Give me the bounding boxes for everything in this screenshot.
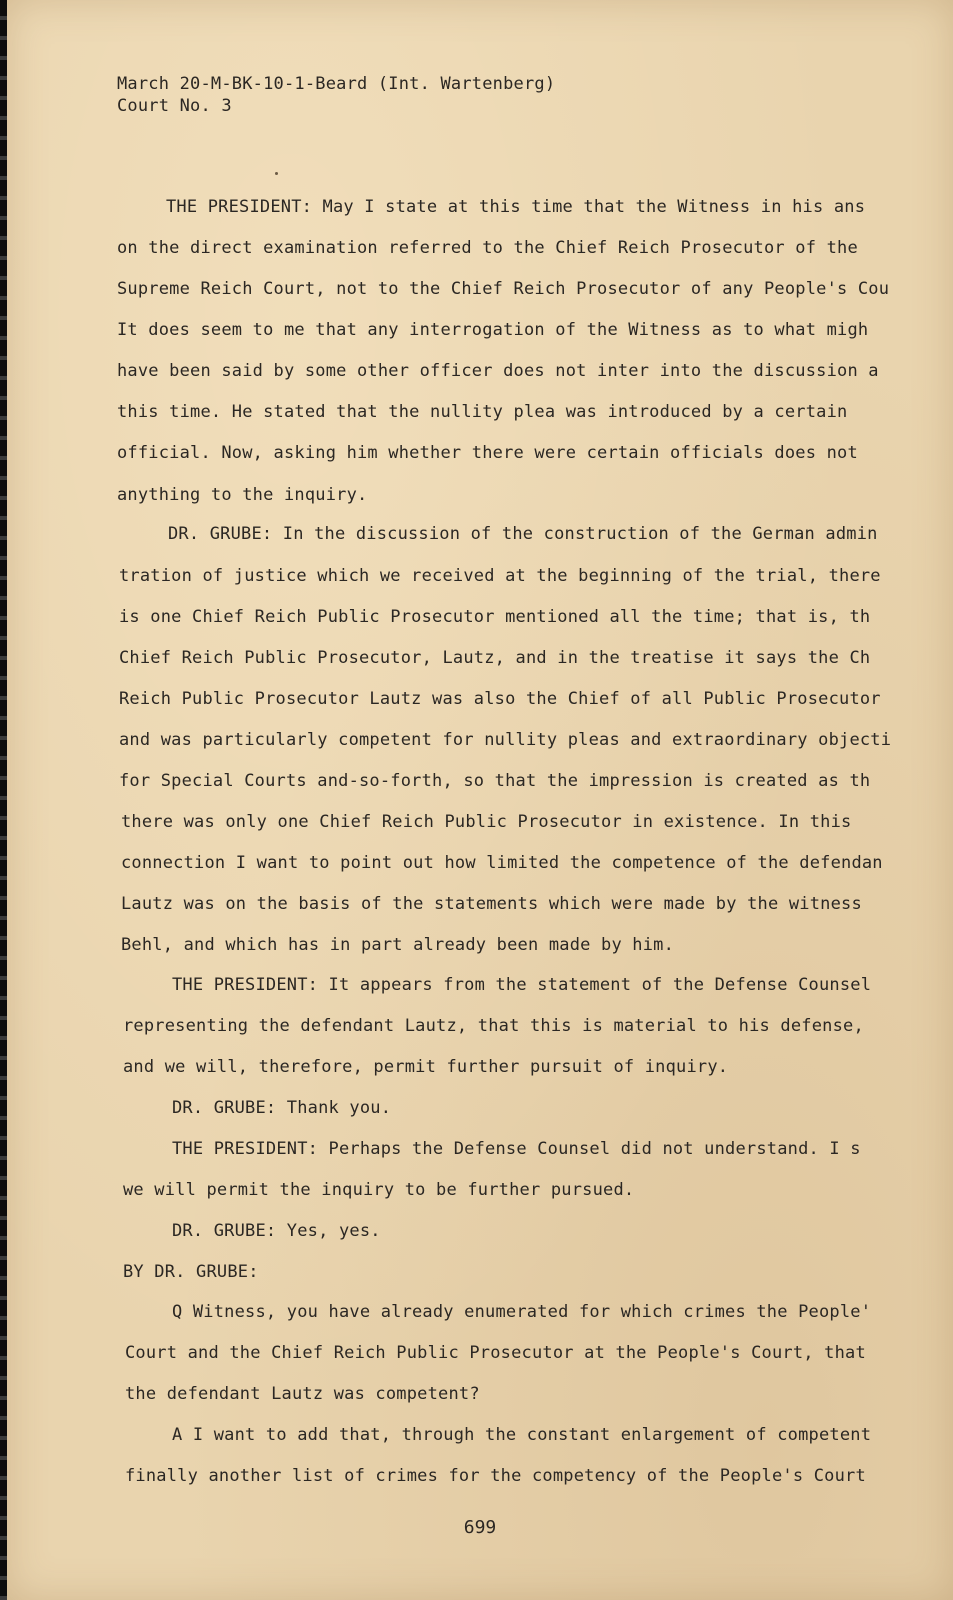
text-line-1: THE PRESIDENT: May I state at this time that the Witness in his ans (166, 197, 866, 217)
text-line-8: anything to the inquiry. (117, 485, 368, 505)
text-line-17: connection I want to point out how limited the competence of the defendan (121, 853, 883, 873)
text-line-23: DR. GRUBE: Thank you. (172, 1098, 392, 1118)
text-line-7: official. Now, asking him whether there were certain officials does not (117, 443, 858, 463)
text-line-5: have been said by some other officer does not inter into the discussion a (117, 361, 879, 381)
text-line-29: Court and the Chief Reich Public Prosecutor at the People's Court, that (125, 1343, 866, 1363)
text-line-6: this time. He stated that the nullity plea was introduced by a certain (117, 402, 848, 422)
text-line-31: A I want to add that, through the constant enlargement of competent (172, 1425, 872, 1445)
text-line-22: and we will, therefore, permit further pursuit of inquiry. (123, 1057, 729, 1077)
text-line-15: for Special Courts and-so-forth, so that the impression is created as th (119, 771, 871, 791)
text-line-10: tration of justice which we received at the beginning of the trial, there (119, 566, 881, 586)
text-line-25: we will permit the inquiry to be further pursued. (123, 1180, 635, 1200)
page-number: 699 (463, 1517, 497, 1538)
text-line-32: finally another list of crimes for the competency of the People's Court (125, 1466, 866, 1486)
text-line-16: there was only one Chief Reich Public Prosecutor in existence. In this (121, 812, 852, 832)
binding-strip (0, 0, 7, 1600)
text-line-4: It does seem to me that any interrogation of the Witness as to what migh (117, 320, 869, 340)
document-header-court: Court No. 3 (117, 96, 232, 116)
text-line-24: THE PRESIDENT: Perhaps the Defense Counsel did not understand. I s (172, 1139, 861, 1159)
text-line-2: on the direct examination referred to the Chief Reich Prosecutor of the (117, 238, 858, 258)
text-line-27: BY DR. GRUBE: (123, 1262, 259, 1282)
text-line-26: DR. GRUBE: Yes, yes. (172, 1221, 381, 1241)
text-line-21: representing the defendant Lautz, that this is material to his defense, (123, 1016, 864, 1036)
document-header-case: March 20-M-BK-10-1-Beard (Int. Wartenberg) (117, 74, 556, 94)
text-line-3: Supreme Reich Court, not to the Chief Reich Prosecutor of any People's Cou (117, 279, 890, 299)
text-line-28: Q Witness, you have already enumerated for which crimes the People' (172, 1302, 872, 1322)
text-line-19: Behl, and which has in part already been made by him. (121, 935, 675, 955)
text-line-14: and was particularly competent for nullity pleas and extraordinary objecti (119, 730, 892, 750)
paper-speck (275, 172, 278, 175)
text-line-12: Chief Reich Public Prosecutor, Lautz, and in the treatise it says the Ch (119, 648, 871, 668)
text-line-13: Reich Public Prosecutor Lautz was also the Chief of all Public Prosecutor (119, 689, 881, 709)
text-line-30: the defendant Lautz was competent? (125, 1384, 480, 1404)
text-line-18: Lautz was on the basis of the statements which were made by the witness (121, 894, 862, 914)
text-line-9: DR. GRUBE: In the discussion of the construction of the German admin (168, 524, 878, 544)
text-line-20: THE PRESIDENT: It appears from the statement of the Defense Counsel (172, 975, 872, 995)
document-page (7, 0, 953, 1600)
text-line-11: is one Chief Reich Public Prosecutor mentioned all the time; that is, th (119, 607, 871, 627)
